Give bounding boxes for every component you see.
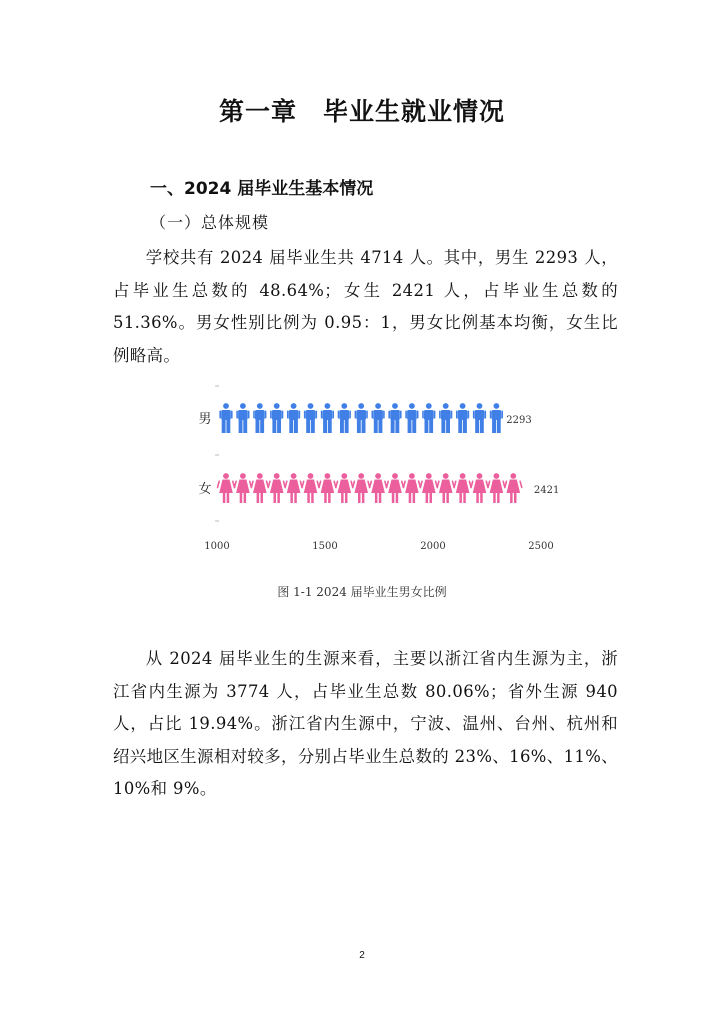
person-leg: [277, 493, 280, 503]
male-person-icon: [456, 403, 469, 433]
person-leg: [480, 420, 484, 433]
x-tick-label: 1000: [204, 541, 230, 552]
person-leg: [243, 420, 247, 433]
person-leg: [362, 493, 365, 503]
person-head: [494, 403, 500, 409]
person-leg: [392, 493, 395, 503]
person-leg: [391, 420, 395, 433]
value-label: 2293: [506, 415, 532, 426]
person-arm: [217, 480, 221, 488]
page-number: 2: [359, 950, 365, 961]
person-leg: [306, 420, 310, 433]
person-leg: [340, 420, 344, 433]
person-arm: [383, 411, 385, 419]
category-label: 女: [198, 482, 212, 497]
person-arm: [355, 411, 357, 419]
person-leg: [274, 493, 277, 503]
person-head: [325, 473, 331, 479]
person-head: [477, 473, 483, 479]
person-head: [341, 403, 347, 409]
person-torso: [323, 410, 333, 420]
person-head: [274, 473, 280, 479]
female-person-icon: [301, 473, 320, 503]
person-leg: [497, 420, 501, 433]
person-head: [223, 403, 229, 409]
person-head: [460, 403, 466, 409]
person-arm: [366, 411, 368, 419]
person-arm: [231, 411, 233, 419]
person-arm: [417, 411, 419, 419]
person-leg: [345, 420, 349, 433]
person-head: [443, 403, 449, 409]
person-torso: [441, 410, 451, 420]
person-arm: [338, 411, 340, 419]
person-leg: [311, 493, 314, 503]
person-arm: [439, 411, 441, 419]
male-person-icon: [439, 403, 452, 433]
male-person-icon: [270, 403, 283, 433]
person-leg: [459, 493, 462, 503]
person-arm: [287, 411, 289, 419]
person-head: [443, 473, 449, 479]
person-head: [257, 473, 263, 479]
person-arm: [304, 411, 306, 419]
chapter-title: 第一章 毕业生就业情况: [218, 97, 505, 126]
person-dress: [354, 480, 368, 494]
person-arm: [485, 411, 487, 419]
person-torso: [407, 410, 417, 420]
person-leg: [463, 420, 467, 433]
person-head: [375, 473, 381, 479]
female-person-icon: [386, 473, 405, 503]
person-dress: [405, 480, 419, 494]
person-leg: [226, 420, 230, 433]
person-dress: [388, 480, 402, 494]
person-dress: [371, 480, 385, 494]
female-person-icon: [504, 473, 523, 503]
person-arm: [349, 411, 351, 419]
person-leg: [294, 420, 298, 433]
person-leg: [307, 493, 310, 503]
person-leg: [475, 420, 479, 433]
person-head: [392, 473, 398, 479]
person-torso: [306, 410, 316, 420]
person-arm: [434, 411, 436, 419]
person-leg: [379, 493, 382, 503]
female-person-icon: [267, 473, 286, 503]
person-head: [426, 403, 432, 409]
person-leg: [289, 420, 293, 433]
person-arm: [321, 411, 323, 419]
male-person-icon: [304, 403, 317, 433]
person-leg: [429, 420, 433, 433]
female-person-icon: [369, 473, 388, 503]
person-leg: [510, 493, 512, 503]
person-leg: [240, 493, 243, 503]
person-torso: [340, 410, 350, 420]
person-head: [510, 473, 516, 479]
person-leg: [413, 493, 416, 503]
person-leg: [260, 420, 264, 433]
person-dress: [456, 480, 470, 494]
female-person-icon: [250, 473, 269, 503]
person-head: [358, 473, 364, 479]
male-person-icon: [219, 403, 232, 433]
person-leg: [425, 420, 429, 433]
person-leg: [223, 493, 226, 503]
person-arm: [400, 411, 402, 419]
person-head: [426, 473, 432, 479]
female-person-icon: [284, 473, 303, 503]
male-person-icon: [355, 403, 368, 433]
person-torso: [238, 410, 248, 420]
person-dress: [287, 480, 301, 494]
person-dress: [439, 480, 453, 494]
x-tick-label: 2500: [528, 541, 554, 552]
person-arm: [253, 411, 255, 419]
person-leg: [396, 493, 399, 503]
pictograph-bar-male: [219, 403, 503, 433]
person-dress: [422, 480, 436, 494]
female-person-icon: [217, 473, 236, 503]
male-person-icon: [236, 403, 249, 433]
male-person-icon: [473, 403, 486, 433]
person-dress: [473, 480, 487, 494]
person-arm: [422, 411, 424, 419]
x-tick-label: 2000: [420, 541, 446, 552]
person-leg: [244, 493, 247, 503]
person-leg: [412, 420, 416, 433]
category-label: 男: [198, 412, 212, 427]
person-leg: [430, 493, 433, 503]
person-arm: [265, 411, 267, 419]
person-leg: [458, 420, 462, 433]
person-arm: [405, 411, 407, 419]
person-arm: [451, 411, 453, 419]
pictograph-bar-female: [217, 473, 523, 503]
person-leg: [257, 493, 260, 503]
person-leg: [463, 493, 466, 503]
female-person-icon: [487, 473, 506, 503]
person-head: [341, 473, 347, 479]
person-arm: [332, 411, 334, 419]
person-arm: [219, 411, 221, 419]
male-person-icon: [422, 403, 435, 433]
person-torso: [221, 410, 231, 420]
male-person-icon: [287, 403, 300, 433]
person-leg: [328, 493, 331, 503]
person-head: [291, 403, 297, 409]
female-person-icon: [402, 473, 421, 503]
person-arm: [299, 411, 301, 419]
female-person-icon: [335, 473, 354, 503]
female-person-icon: [318, 473, 337, 503]
person-leg: [256, 420, 260, 433]
person-leg: [374, 420, 378, 433]
female-person-icon: [233, 473, 252, 503]
person-leg: [357, 420, 361, 433]
male-person-icon: [253, 403, 266, 433]
person-torso: [289, 410, 299, 420]
person-torso: [356, 410, 366, 420]
person-arm: [490, 411, 492, 419]
person-leg: [324, 493, 327, 503]
person-arm: [316, 411, 318, 419]
person-head: [358, 403, 364, 409]
male-person-icon: [372, 403, 385, 433]
person-leg: [480, 493, 483, 503]
female-person-icon: [419, 473, 438, 503]
person-leg: [446, 420, 450, 433]
person-dress: [236, 480, 250, 494]
person-dress: [338, 480, 352, 494]
person-dress: [270, 480, 284, 494]
person-torso: [424, 410, 434, 420]
female-person-icon: [453, 473, 472, 503]
person-leg: [426, 493, 429, 503]
person-leg: [345, 493, 348, 503]
person-leg: [409, 493, 412, 503]
person-head: [308, 473, 314, 479]
person-head: [274, 403, 280, 409]
figure-caption: 图 1-1 2024 届毕业生男女比例: [277, 585, 447, 599]
person-dress: [253, 480, 267, 494]
person-head: [460, 473, 466, 479]
person-head: [409, 403, 415, 409]
person-leg: [443, 493, 446, 503]
person-leg: [311, 420, 315, 433]
person-arm: [270, 411, 272, 419]
paragraph-source: 从 2024 届毕业生的生源来看，主要以浙江省内生源为主，浙江省内生源为 3774 人，占毕业生总数 80.06%；省外生源 940 人，占比 19.94%。浙江省内生源中，宁波、温州、台州、杭州和绍兴地区生源相对较多，分别占毕业生总数的 23%、16%、11%、10%和 9%。: [113, 649, 618, 798]
person-leg: [497, 493, 500, 503]
person-leg: [375, 493, 378, 503]
person-arm: [236, 411, 238, 419]
person-torso: [272, 410, 282, 420]
person-arm: [248, 411, 250, 419]
person-leg: [261, 493, 264, 503]
person-dress: [490, 480, 504, 494]
person-head: [477, 403, 483, 409]
person-leg: [323, 420, 327, 433]
person-head: [325, 403, 331, 409]
person-leg: [379, 420, 383, 433]
person-leg: [277, 420, 281, 433]
person-leg: [446, 493, 449, 503]
person-leg: [341, 493, 344, 503]
person-torso: [458, 410, 468, 420]
person-leg: [408, 420, 412, 433]
person-leg: [441, 420, 445, 433]
person-leg: [272, 420, 276, 433]
person-head: [240, 473, 246, 479]
person-leg: [358, 493, 361, 503]
person-leg: [294, 493, 297, 503]
person-dress: [219, 480, 233, 494]
person-leg: [239, 420, 243, 433]
male-person-icon: [490, 403, 503, 433]
male-person-icon: [388, 403, 401, 433]
person-leg: [395, 420, 399, 433]
x-tick-label: 1500: [312, 541, 338, 552]
person-arm: [456, 411, 458, 419]
person-head: [223, 473, 229, 479]
section-title: 一、2024 届毕业生基本情况: [150, 179, 374, 199]
person-arm: [282, 411, 284, 419]
person-leg: [222, 420, 226, 433]
female-person-icon: [470, 473, 489, 503]
person-torso: [373, 410, 383, 420]
person-dress: [321, 480, 335, 494]
female-person-icon: [352, 473, 371, 503]
person-leg: [493, 493, 496, 503]
person-arm: [501, 411, 503, 419]
value-label: 2421: [533, 485, 560, 496]
person-arm: [473, 411, 475, 419]
subsection-title: （一）总体规模: [150, 213, 270, 232]
person-torso: [475, 410, 485, 420]
male-person-icon: [338, 403, 351, 433]
person-dress: [507, 480, 521, 494]
person-torso: [255, 410, 265, 420]
person-arm: [372, 411, 374, 419]
paragraph-overview: 学校共有 2024 届毕业生共 4714 人。其中，男生 2293 人，占毕业生总数的 48.64%；女生 2421 人，占毕业生总数的 51.36%。男女性别比例为 0.95：1，男女比例基本均衡，女生比例略高。: [113, 248, 618, 365]
person-dress: [304, 480, 318, 494]
male-person-icon: [405, 403, 418, 433]
person-head: [375, 403, 381, 409]
person-arm: [388, 411, 390, 419]
person-head: [308, 403, 314, 409]
person-leg: [514, 493, 517, 503]
person-arm: [519, 480, 523, 488]
person-arm: [468, 411, 470, 419]
person-leg: [362, 420, 366, 433]
person-torso: [492, 410, 502, 420]
person-leg: [290, 493, 293, 503]
person-leg: [328, 420, 332, 433]
person-torso: [390, 410, 400, 420]
female-person-icon: [436, 473, 455, 503]
person-head: [392, 403, 398, 409]
person-head: [257, 403, 263, 409]
person-leg: [476, 493, 479, 503]
person-head: [494, 473, 500, 479]
person-head: [291, 473, 297, 479]
person-leg: [227, 493, 230, 503]
person-leg: [492, 420, 496, 433]
male-person-icon: [321, 403, 334, 433]
person-head: [409, 473, 415, 479]
person-head: [240, 403, 246, 409]
